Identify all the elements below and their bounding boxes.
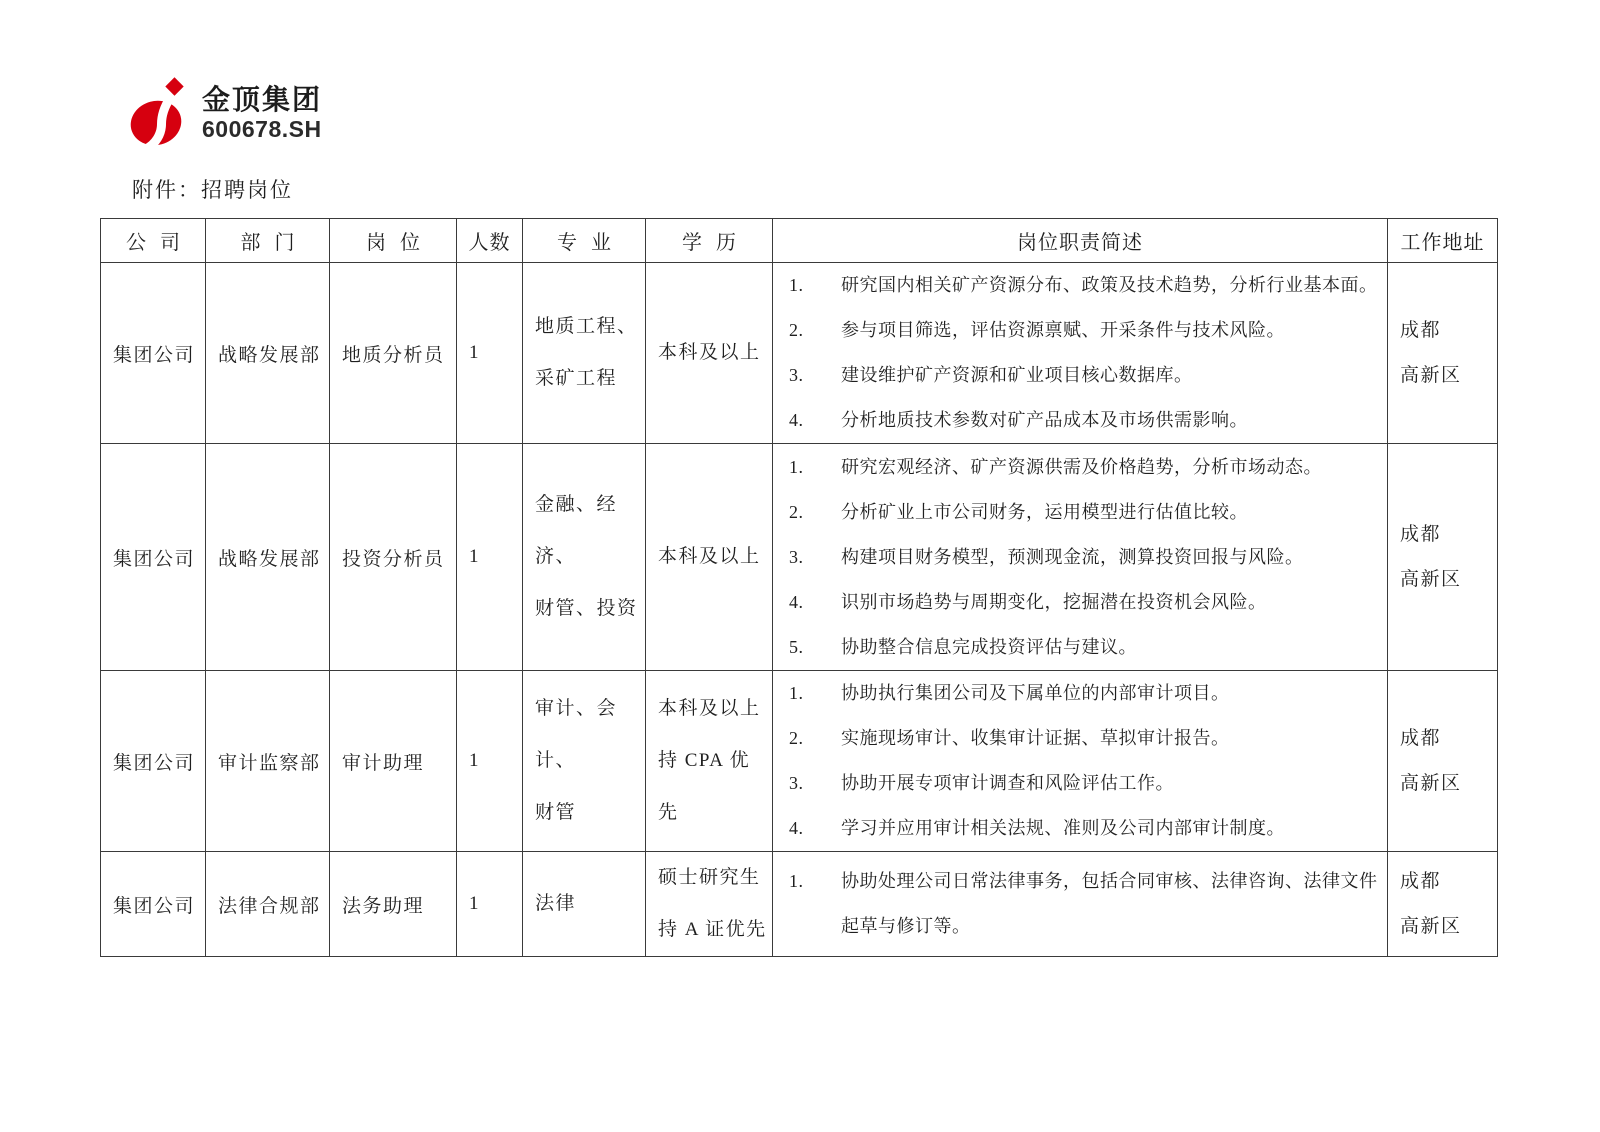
cell-position: 投资分析员 (330, 444, 457, 671)
cell-education: 本科及以上 (646, 263, 773, 444)
header-education: 学历 (646, 219, 773, 263)
header-position: 岗位 (330, 219, 457, 263)
cell-department: 法律合规部 (206, 852, 330, 957)
cell-department: 战略发展部 (206, 263, 330, 444)
cell-duties: 1. 协助处理公司日常法律事务，包括合同审核、法律咨询、法律文件起草与修订等。 (773, 852, 1388, 957)
cell-company: 集团公司 (101, 444, 206, 671)
table-row (101, 671, 1498, 852)
header-headcount: 人数 (457, 219, 523, 263)
table-row (101, 852, 1498, 957)
cell-location: 成都 高新区 (1388, 263, 1498, 444)
header-major: 专业 (523, 219, 646, 263)
cell-headcount: 1 (457, 852, 523, 957)
cell-company: 集团公司 (101, 852, 206, 957)
company-logo (130, 76, 322, 152)
attachment-label: 附件：招聘岗位 (132, 178, 293, 202)
table-row (101, 263, 1498, 444)
cell-position: 审计助理 (330, 671, 457, 852)
recruitment-table (100, 218, 1498, 957)
cell-department: 战略发展部 (206, 444, 330, 671)
cell-major: 金融、经济、 财管、投资 (523, 444, 646, 671)
cell-position: 地质分析员 (330, 263, 457, 444)
table-row (101, 444, 1498, 671)
cell-company: 集团公司 (101, 263, 206, 444)
logo-mark-icon (130, 76, 188, 152)
cell-location: 成都 高新区 (1388, 852, 1498, 957)
header-department: 部门 (206, 219, 330, 263)
cell-education: 本科及以上 持 CPA 优先 (646, 671, 773, 852)
cell-duties: 1. 研究宏观经济、矿产资源供需及价格趋势，分析市场动态。 2. 分析矿业上市公司财务，运用模型进行估值比较。 3. 构建项目财务模型，预测现金流，测算投资回报与风险。 4. 识别市场趋势与周期变化，挖掘潜在投资机会风险。 5. 协助整合信息完成投资评估与建议。 (773, 444, 1388, 671)
cell-education: 硕士研究生 持 A 证优先 (646, 852, 773, 957)
header-duties: 岗位职责简述 (773, 219, 1388, 263)
cell-duties: 1. 研究国内相关矿产资源分布、政策及技术趋势，分析行业基本面。 2. 参与项目筛选，评估资源禀赋、开采条件与技术风险。 3. 建设维护矿产资源和矿业项目核心数据库。 4. 分析地质技术参数对矿产品成本及市场供需影响。 (773, 263, 1388, 444)
cell-duties: 1. 协助执行集团公司及下属单位的内部审计项目。 2. 实施现场审计、收集审计证据、草拟审计报告。 3. 协助开展专项审计调查和风险评估工作。 4. 学习并应用审计相关法规、准则及公司内部审计制度。 (773, 671, 1388, 852)
cell-headcount: 1 (457, 444, 523, 671)
cell-headcount: 1 (457, 263, 523, 444)
cell-location: 成都 高新区 (1388, 444, 1498, 671)
cell-education: 本科及以上 (646, 444, 773, 671)
cell-major: 法律 (523, 852, 646, 957)
stock-ticker: 600678.SH (202, 116, 322, 143)
cell-department: 审计监察部 (206, 671, 330, 852)
header-company: 公司 (101, 219, 206, 263)
cell-major: 审计、会计、 财管 (523, 671, 646, 852)
table-header-row (101, 219, 1498, 263)
cell-company: 集团公司 (101, 671, 206, 852)
cell-position: 法务助理 (330, 852, 457, 957)
cell-headcount: 1 (457, 671, 523, 852)
header-location: 工作地址 (1388, 219, 1498, 263)
company-name: 金顶集团 (202, 84, 323, 116)
cell-major: 地质工程、 采矿工程 (523, 263, 646, 444)
cell-location: 成都 高新区 (1388, 671, 1498, 852)
